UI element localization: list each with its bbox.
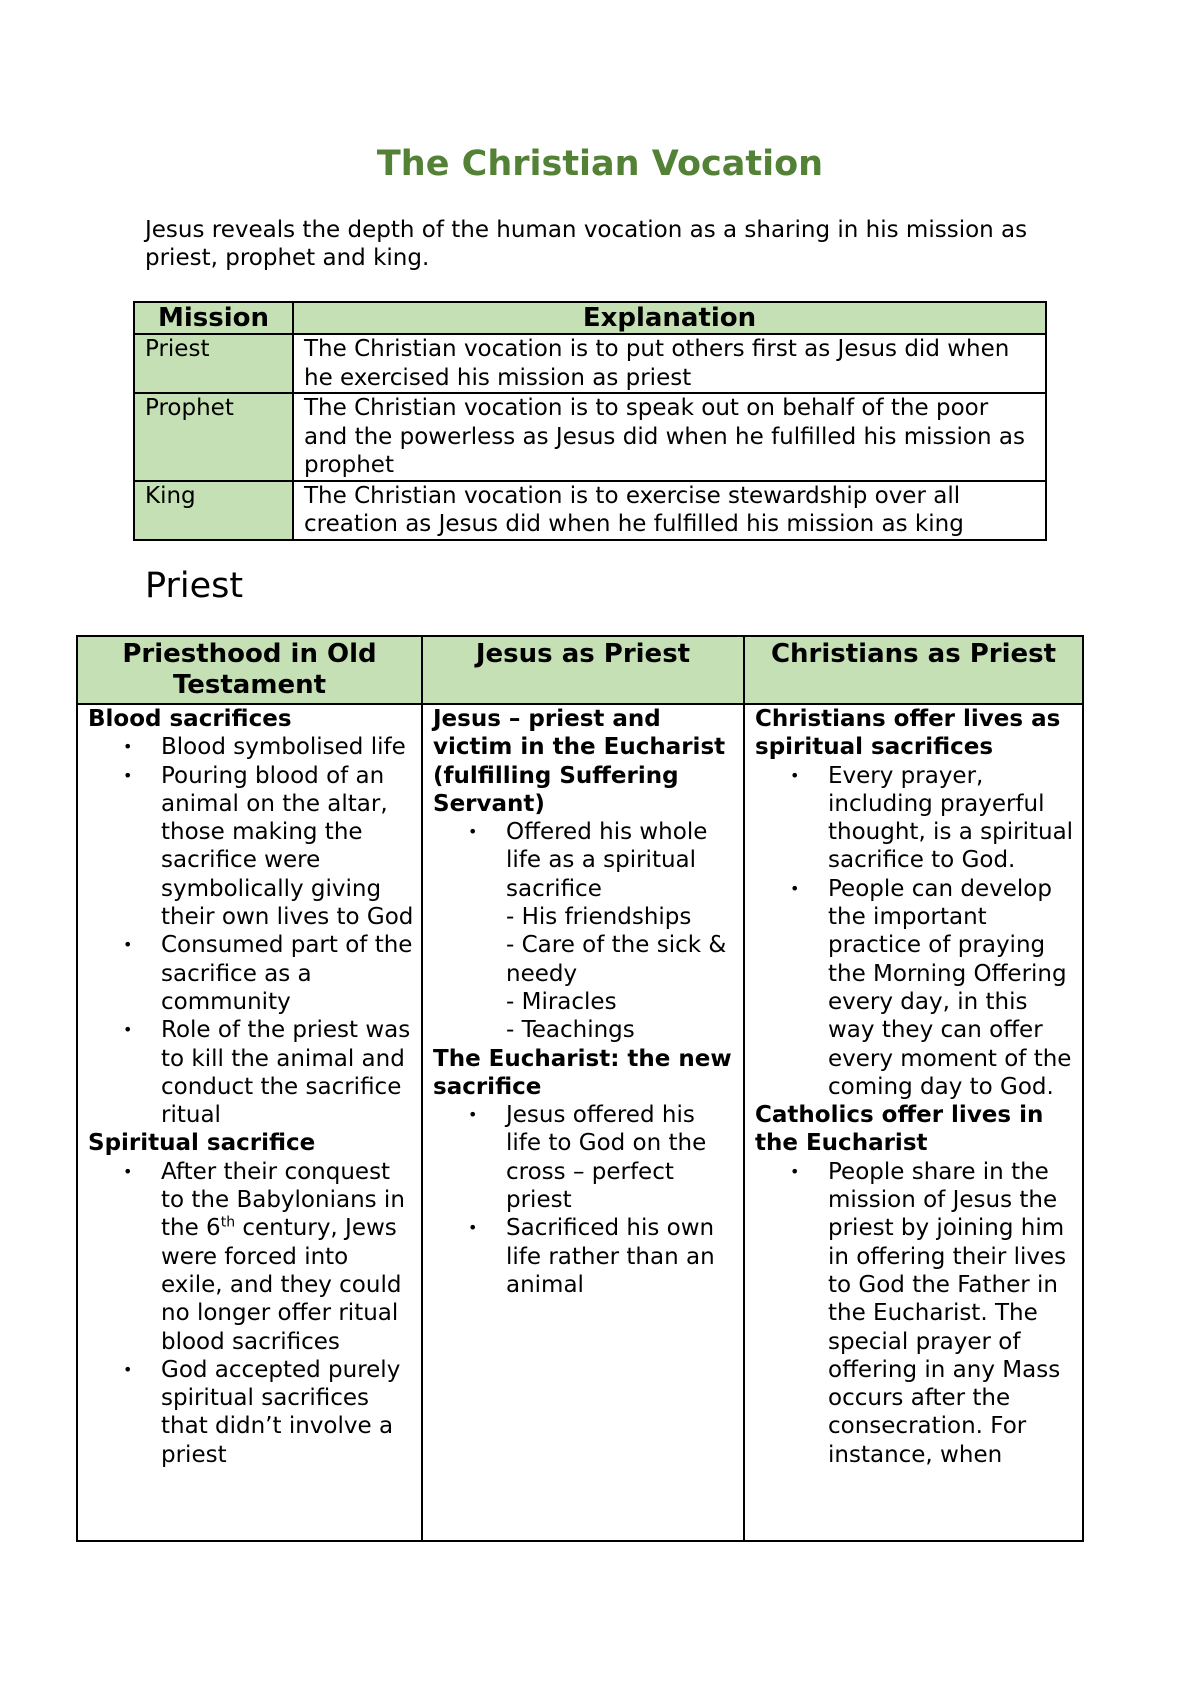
bullet-list	[88, 1158, 415, 1469]
list-item: • Blood symbolised life	[161, 733, 415, 761]
list-item: • Role of the priest was to kill the animal and conduct the sacrifice ritual	[161, 1016, 415, 1129]
mission-header: Mission	[134, 302, 293, 334]
list-item: • People share in the mission of Jesus the priest by joining him in offering their lives to God the Father in the Eucharist. The special prayer of offering in any Mass occurs after the consecration. For instance, when	[828, 1158, 1076, 1469]
subheading: Jesus – priest and victim in the Eucharist (fulfilling Suffering Servant)	[433, 706, 726, 817]
document-title: The Christian Vocation	[376, 144, 824, 184]
list-item	[161, 1158, 415, 1356]
jesus-cell	[422, 704, 744, 1541]
mission-cell: Priest	[134, 334, 293, 393]
dash-item: - Care of the sick & needy	[506, 932, 727, 987]
table-row	[134, 334, 1046, 393]
bullet-list	[755, 762, 1076, 1102]
priest-table-body-row	[77, 704, 1083, 1541]
christians-header: Christians as Priest	[744, 636, 1083, 704]
old-testament-header: Priesthood in Old Testament	[77, 636, 422, 704]
intro-paragraph: Jesus reveals the depth of the human vocation as a sharing in his mission as priest, prophet and king.	[145, 217, 1028, 271]
list-item: • God accepted purely spiritual sacrifices that didn’t involve a priest	[161, 1356, 415, 1469]
explanation-header: Explanation	[293, 302, 1046, 334]
list-item: • Jesus offered his life to God on the cross – perfect priest	[506, 1101, 737, 1214]
mission-table	[133, 301, 1047, 541]
list-item: • Offered his whole life as a spiritual sacrifice	[506, 818, 737, 903]
table-row	[134, 481, 1046, 540]
list-item: • People can develop the important practice of praying the Morning Offering every day, in this way they can offer every moment of the coming day to God.	[828, 875, 1076, 1101]
dash-item: - Miracles	[506, 988, 617, 1015]
mission-cell: King	[134, 481, 293, 540]
bullet-list	[88, 733, 415, 1129]
subheading: Blood sacrifices	[88, 706, 292, 732]
mission-table-header-row	[134, 302, 1046, 334]
jesus-header: Jesus as Priest	[422, 636, 744, 704]
table-row	[134, 393, 1046, 481]
list-item-text: century, Jews were forced into exile, and they could no longer offer ritual blood sacrifices	[161, 1215, 402, 1355]
christians-cell	[744, 704, 1083, 1541]
priest-table-header-row	[77, 636, 1083, 704]
dash-item: - Teachings	[506, 1017, 635, 1044]
subheading: Christians offer lives as spiritual sacrifices	[755, 706, 1061, 761]
explanation-cell: The Christian vocation is to put others first as Jesus did when he exercised his mission as priest	[293, 334, 1046, 393]
subheading: The Eucharist: the new sacrifice	[433, 1045, 732, 1100]
explanation-cell: The Christian vocation is to exercise stewardship over all creation as Jesus did when he fulfilled his mission as king	[293, 481, 1046, 540]
old-testament-cell	[77, 704, 422, 1541]
subheading: Catholics offer lives in the Eucharist	[755, 1102, 1044, 1157]
mission-cell: Prophet	[134, 393, 293, 481]
dash-item: - His friendships	[506, 904, 692, 931]
section-heading: Priest	[145, 566, 244, 606]
list-item: • Every prayer, including prayerful thought, is a spiritual sacrifice to God.	[828, 762, 1076, 875]
bullet-list	[433, 1101, 737, 1299]
list-item-text: After their conquest to the Babylonians in the 6	[161, 1158, 405, 1242]
list-item: • Pouring blood of an animal on the altar, those making the sacrifice were symbolically giving their own lives to God	[161, 762, 415, 932]
bullet-list	[433, 818, 737, 903]
list-item: • Consumed part of the sacrifice as a community	[161, 931, 415, 1016]
subheading: Spiritual sacrifice	[88, 1130, 316, 1157]
list-item: • Sacrificed his own life rather than an animal	[506, 1214, 737, 1299]
explanation-cell: The Christian vocation is to speak out on behalf of the poor and the powerless as Jesus did when he fulfilled his mission as prophet	[293, 393, 1046, 481]
priest-table	[76, 635, 1084, 1542]
bullet-list	[755, 1158, 1076, 1469]
ordinal-suffix: th	[220, 1214, 236, 1231]
